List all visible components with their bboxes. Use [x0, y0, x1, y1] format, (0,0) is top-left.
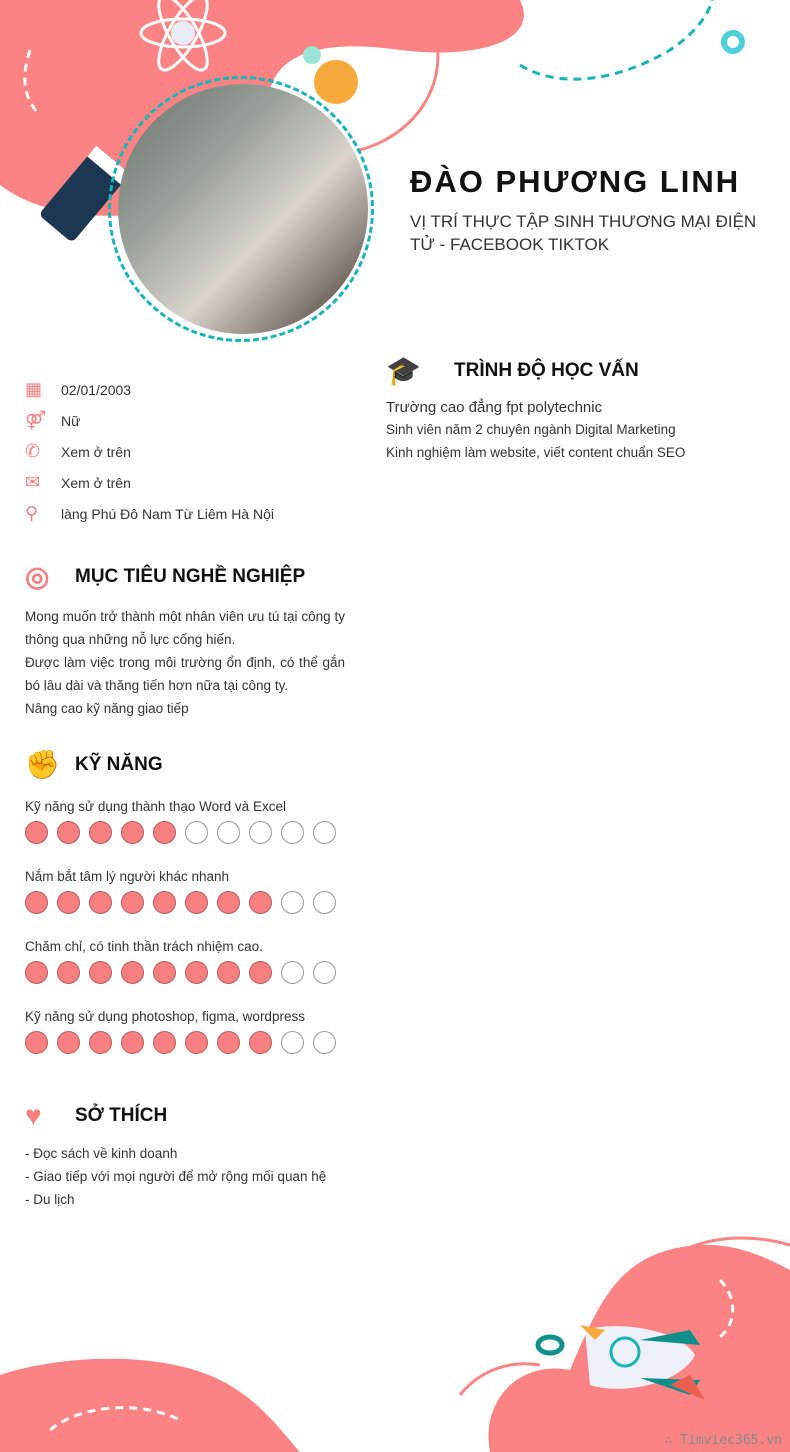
info-phone: ✆ Xem ở trên	[25, 441, 131, 461]
rating-dot	[217, 821, 240, 844]
rating-dot	[89, 821, 112, 844]
rating-dot	[121, 891, 144, 914]
rating-dot	[89, 891, 112, 914]
education-line: Kinh nghiệm làm website, viết content chuẩn SEO	[386, 445, 686, 460]
rating-dot	[153, 961, 176, 984]
rating-dot	[25, 891, 48, 914]
rating-dot	[57, 1031, 80, 1054]
personal-info	[25, 374, 274, 529]
info-address: ⚲ làng Phú Đô Nam Từ Liêm Hà Nội	[25, 503, 274, 523]
gender-icon: ⚤	[25, 410, 47, 430]
rating-dot	[313, 961, 336, 984]
rating-dot	[185, 891, 208, 914]
skill-rating	[25, 1031, 345, 1079]
rating-dot	[249, 821, 272, 844]
rating-dot	[185, 821, 208, 844]
rating-dot	[153, 1031, 176, 1054]
rating-dot	[313, 891, 336, 914]
rating-dot	[313, 1031, 336, 1054]
rating-dot	[249, 1031, 272, 1054]
objective-line: Nâng cao kỹ năng giao tiếp	[25, 701, 189, 716]
section-title: TRÌNH ĐỘ HỌC VẤN	[454, 359, 639, 381]
education-line: Sinh viên năm 2 chuyên ngành Digital Marketing	[386, 422, 676, 437]
rating-dot	[153, 891, 176, 914]
skill-label: Nắm bắt tâm lý người khác nhanh	[25, 869, 229, 884]
rating-dot	[89, 1031, 112, 1054]
objective-line: Được làm việc trong môi trường ổn định, có thể gắn bó lâu dài và thăng tiến hơn nữa tại công ty.	[25, 655, 345, 693]
hobby-item: - Đọc sách về kinh doanh	[25, 1146, 178, 1161]
rating-dot	[313, 821, 336, 844]
info-email: ✉ Xem ở trên	[25, 472, 131, 492]
rating-dot	[217, 1031, 240, 1054]
skill-label: Kỹ năng sử dụng photoshop, figma, wordpress	[25, 1009, 305, 1024]
candidate-position: VỊ TRÍ THỰC TẬP SINH THƯƠNG MẠI ĐIỆN TỬ - FACEBOOK TIKTOK	[410, 212, 757, 254]
rating-dot	[185, 961, 208, 984]
rating-dot	[89, 961, 112, 984]
hobby-item: - Du lịch	[25, 1192, 75, 1207]
info-birthdate: ▦ 02/01/2003	[25, 379, 132, 399]
hobbies-section	[25, 1100, 365, 1211]
education-section	[386, 354, 766, 464]
calendar-icon: ▦	[25, 379, 43, 399]
graduation-cap-icon: 🎓	[386, 355, 421, 386]
rating-dot	[281, 1031, 304, 1054]
rating-dot	[185, 1031, 208, 1054]
rating-dot	[249, 961, 272, 984]
school-name: Trường cao đẳng fpt polytechnic	[386, 399, 603, 416]
section-title: SỞ THÍCH	[75, 1105, 168, 1126]
rating-dot	[281, 821, 304, 844]
rating-dot	[217, 961, 240, 984]
heart-icon: ♥	[25, 1100, 42, 1131]
fist-icon: ✊	[25, 749, 60, 780]
rating-dot	[25, 821, 48, 844]
rating-dot	[249, 891, 272, 914]
rating-dot	[25, 961, 48, 984]
section-title: KỸ NĂNG	[75, 753, 163, 775]
skill-rating	[25, 821, 345, 869]
watermark: ∴ Timviec365.vn	[664, 1433, 782, 1448]
objective-section	[25, 560, 345, 720]
skill-label: Kỹ năng sử dụng thành thạo Word và Excel	[25, 799, 286, 814]
rating-dot	[281, 891, 304, 914]
objective-line: Mong muốn trở thành một nhân viên ưu tú tại công ty thông qua những nỗ lực cống hiến.	[25, 609, 345, 647]
skills-section	[25, 748, 345, 1079]
skill-rating	[25, 891, 345, 939]
section-title: MỤC TIÊU NGHỀ NGHIỆP	[75, 565, 306, 587]
target-icon: ◎	[25, 561, 50, 592]
rating-dot	[121, 961, 144, 984]
rating-dot	[281, 961, 304, 984]
phone-icon: ✆	[25, 441, 41, 461]
photo-frame	[108, 76, 374, 342]
hobby-item: - Giao tiếp với mọi người để mở rộng mối quan hệ	[25, 1169, 327, 1184]
rating-dot	[57, 821, 80, 844]
rating-dot	[153, 821, 176, 844]
rating-dot	[121, 1031, 144, 1054]
candidate-name: ĐÀO PHƯƠNG LINH	[410, 164, 741, 199]
skill-rating	[25, 961, 345, 1009]
location-icon: ⚲	[25, 503, 39, 523]
rating-dot	[25, 1031, 48, 1054]
rating-dot	[121, 821, 144, 844]
email-icon: ✉	[25, 472, 41, 492]
info-gender: ⚤ Nữ	[25, 410, 81, 430]
rating-dot	[217, 891, 240, 914]
rating-dot	[57, 961, 80, 984]
skill-label: Chăm chỉ, có tinh thần trách nhiệm cao.	[25, 939, 263, 954]
rating-dot	[57, 891, 80, 914]
